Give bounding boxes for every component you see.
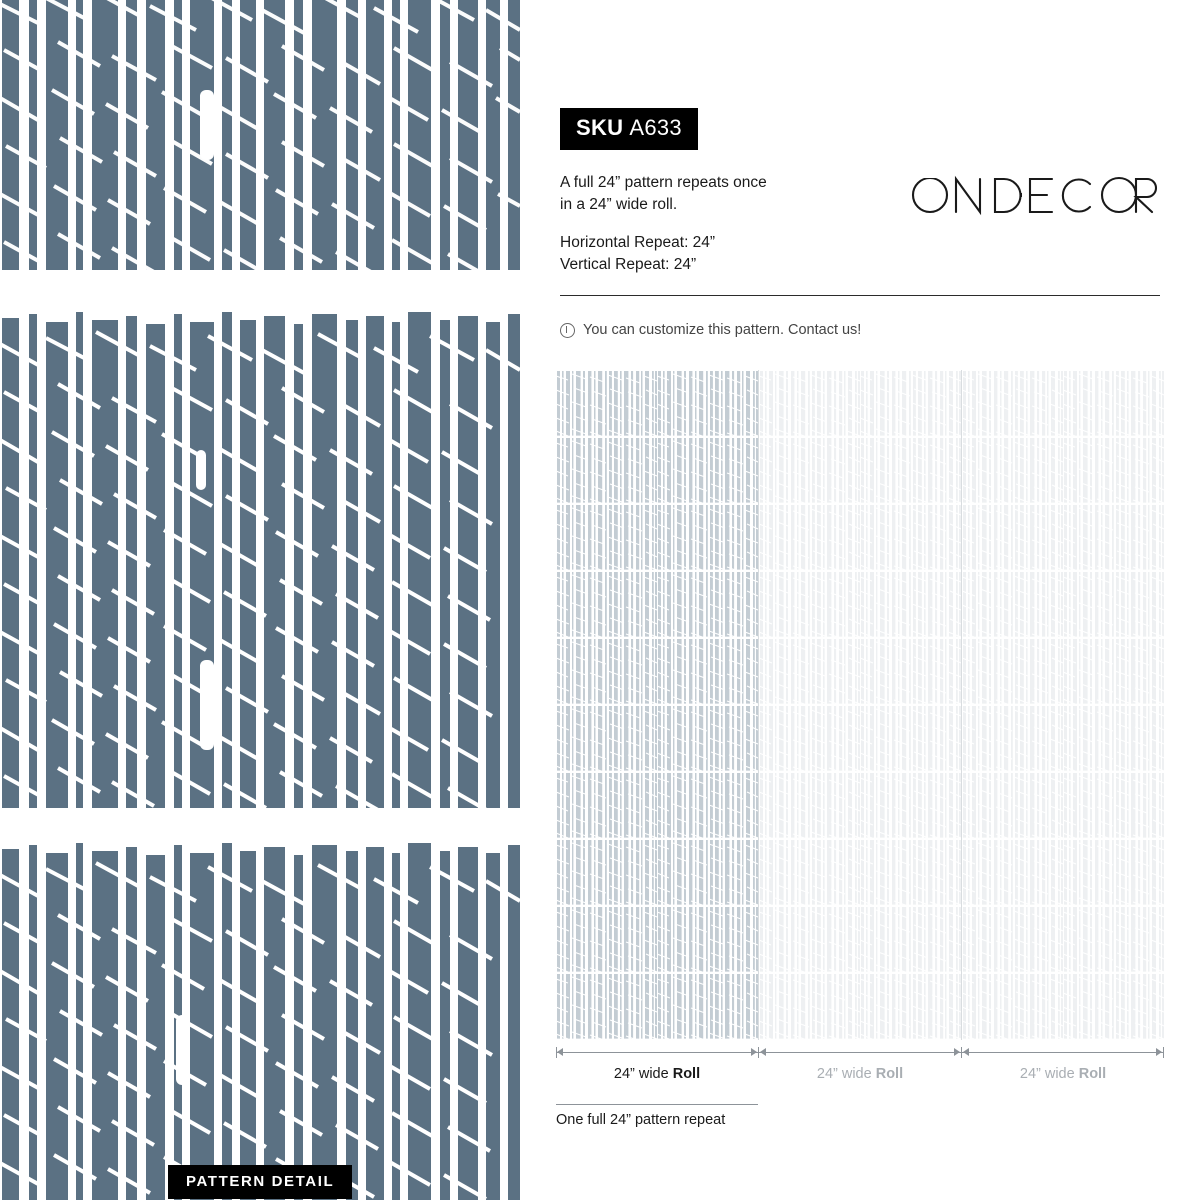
product-description xyxy=(560,172,890,276)
roll-preview-1-graphic xyxy=(556,370,758,1040)
roll-preview-2-graphic xyxy=(759,370,961,1040)
roll-caption-2 xyxy=(759,1066,961,1082)
pattern-swatch-bottom xyxy=(0,835,520,1200)
roll-caption-1-bold: Roll xyxy=(672,1066,701,1082)
roll-preview xyxy=(556,370,1164,1040)
roll-caption-2-prefix: 24” wide xyxy=(816,1066,876,1082)
roll-caption-3 xyxy=(962,1066,1164,1082)
measure-line-1 xyxy=(556,1052,758,1053)
roll-caption-3-prefix: 24” wide xyxy=(1019,1066,1079,1082)
measure-line-2 xyxy=(759,1052,961,1053)
measure-arrow-left-2 xyxy=(760,1048,766,1056)
pattern-detail-panel xyxy=(0,0,520,1200)
product-info-panel xyxy=(520,0,1200,1200)
measure-line-3 xyxy=(962,1052,1163,1053)
measure-arrow-right-2 xyxy=(954,1048,960,1056)
measure-arrow-left-3 xyxy=(963,1048,969,1056)
roll-caption-1 xyxy=(556,1066,758,1082)
section-divider xyxy=(560,295,1160,296)
brand-logo-graphic xyxy=(900,168,1160,224)
repeat-measure-line xyxy=(556,1104,758,1105)
pattern-detail-badge: PATTERN DETAIL xyxy=(168,1165,352,1199)
brand-logo xyxy=(900,168,1160,224)
pattern-swatch-top-graphic xyxy=(0,0,520,280)
measure-cap-3 xyxy=(1163,1047,1164,1058)
description-spacer xyxy=(560,216,890,232)
pattern-swatch-top xyxy=(0,0,520,280)
description-line-2: in a 24” wide roll. xyxy=(560,196,678,213)
roll-separator-2 xyxy=(961,370,962,1040)
sku-label: SKU xyxy=(576,115,624,140)
pattern-swatch-bottom-graphic xyxy=(0,835,520,1200)
roll-caption-1-prefix: 24” wide xyxy=(613,1066,673,1082)
roll-preview-1 xyxy=(556,370,758,1040)
sku-badge xyxy=(560,108,698,150)
customize-notice-text: You can customize this pattern. Contact us! xyxy=(583,322,862,338)
pattern-swatch-middle xyxy=(0,300,520,820)
info-icon xyxy=(560,323,575,338)
repeat-caption: One full 24” pattern repeat xyxy=(556,1112,726,1128)
roll-caption-3-bold: Roll xyxy=(1078,1066,1107,1082)
measure-arrow-left-1 xyxy=(557,1048,563,1056)
roll-preview-2 xyxy=(759,370,961,1040)
measure-arrow-right-3 xyxy=(1156,1048,1162,1056)
description-line-1: A full 24” pattern repeats once xyxy=(560,174,767,191)
roll-preview-3 xyxy=(962,370,1164,1040)
pattern-swatch-middle-graphic xyxy=(0,300,520,820)
roll-separator-1 xyxy=(758,370,759,1040)
measure-arrow-right-1 xyxy=(751,1048,757,1056)
roll-caption-2-bold: Roll xyxy=(875,1066,904,1082)
sku-value: A633 xyxy=(629,115,682,140)
roll-preview-3-graphic xyxy=(962,370,1164,1040)
horizontal-repeat: Horizontal Repeat: 24” xyxy=(560,234,716,251)
customize-notice xyxy=(560,322,861,338)
vertical-repeat: Vertical Repeat: 24” xyxy=(560,256,697,273)
